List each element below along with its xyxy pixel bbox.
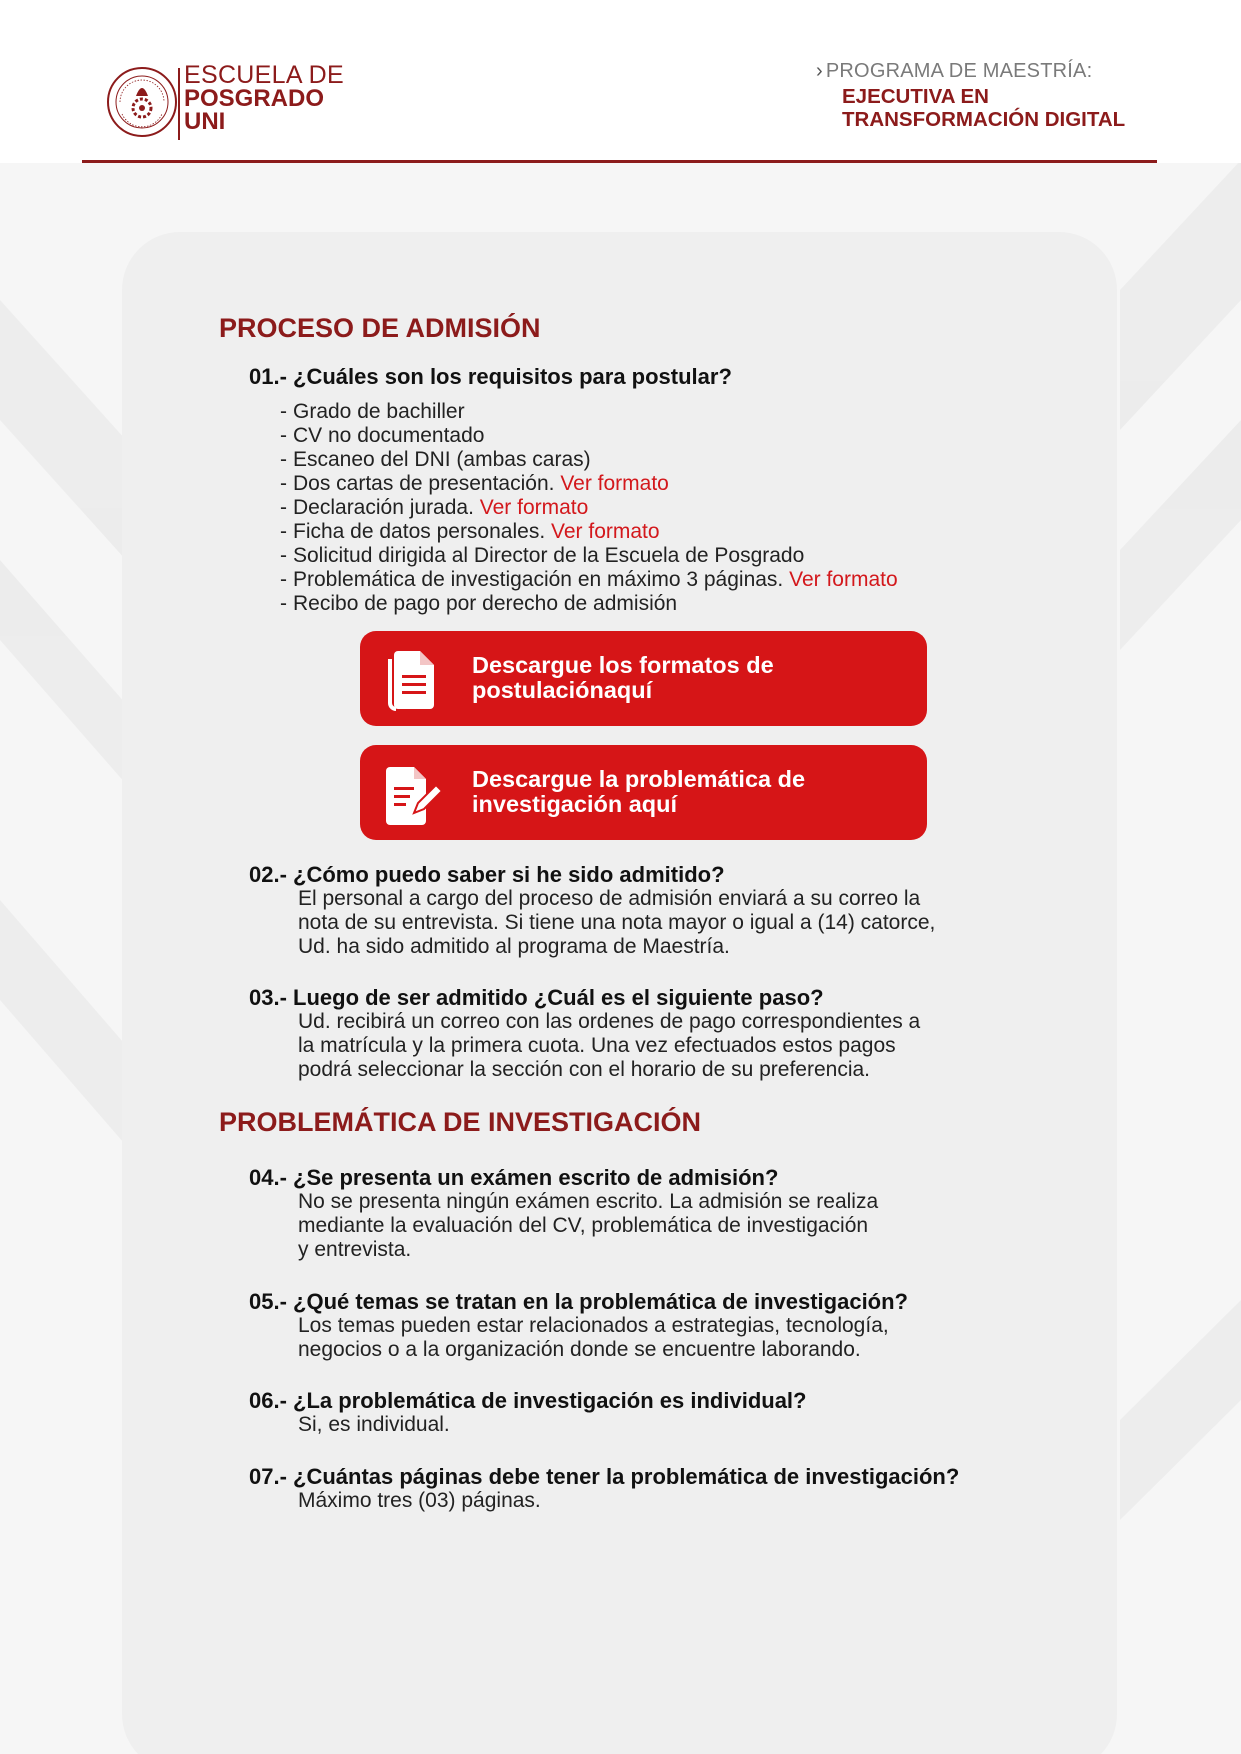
download-problem-line-1: Descargue la problemática de <box>472 766 806 792</box>
answer-07-line: Máximo tres (03) páginas. <box>298 1489 541 1512</box>
list-dash: - <box>280 544 287 567</box>
question-01: 01.- ¿Cuáles son los requisitos para postular? <box>249 364 732 389</box>
answer-05-line: negocios o a la organización donde se encuentre laborando. <box>298 1338 861 1361</box>
answer-06 <box>298 1413 450 1437</box>
list-dash: - <box>280 472 287 495</box>
list-dash: - <box>280 448 287 471</box>
requirement-text: CV no documentado <box>293 424 485 447</box>
list-dash: - <box>280 400 287 423</box>
answer-02-line: El personal a cargo del proceso de admisión enviará a su correo la <box>298 887 921 910</box>
download-formats-button[interactable] <box>360 631 927 726</box>
requirement-item <box>280 424 898 448</box>
requirement-item <box>280 544 898 568</box>
program-prefix <box>816 60 1146 83</box>
answer-05-line: Los temas pueden estar relacionados a estrategias, tecnología, <box>298 1314 889 1337</box>
list-dash: - <box>280 424 287 447</box>
answer-06-line: Si, es individual. <box>298 1413 450 1436</box>
answer-02-line: Ud. ha sido admitido al programa de Maestría. <box>298 935 730 958</box>
section-title-admission: PROCESO DE ADMISIÓN <box>219 313 541 343</box>
question-02: 02.- ¿Cómo puedo saber si he sido admitido? <box>249 862 725 887</box>
download-problem-label <box>472 767 912 817</box>
program-title <box>842 85 1146 131</box>
chevron-right-icon: › <box>816 60 823 82</box>
answer-05 <box>298 1314 889 1362</box>
view-format-link[interactable]: Ver formato <box>479 496 589 519</box>
university-seal-icon <box>106 62 178 142</box>
answer-03 <box>298 1010 920 1082</box>
requirement-item <box>280 448 898 472</box>
view-format-link[interactable]: Ver formato <box>551 520 660 543</box>
download-formats-line-1: Descargue los formatos de <box>472 652 774 678</box>
list-dash: - <box>280 568 287 591</box>
requirements-list <box>280 400 898 616</box>
header-rule <box>82 160 1157 163</box>
document-edit-icon <box>384 759 444 827</box>
requirement-item <box>280 496 898 520</box>
answer-04 <box>298 1190 878 1262</box>
document-icon <box>384 645 444 713</box>
answer-04-line: mediante la evaluación del CV, problemática de investigación <box>298 1214 869 1237</box>
requirement-text: Declaración jurada. <box>293 496 480 519</box>
requirement-text: Dos cartas de presentación. <box>293 472 561 495</box>
answer-03-line: podrá seleccionar la sección con el horario de su preferencia. <box>298 1058 870 1081</box>
requirement-text: Grado de bachiller <box>293 400 465 423</box>
view-format-link[interactable]: Ver formato <box>789 568 898 591</box>
requirement-text: Escaneo del DNI (ambas caras) <box>293 448 591 471</box>
answer-07 <box>298 1489 541 1513</box>
requirement-item <box>280 472 898 496</box>
logo-line-3: UNI <box>184 108 226 135</box>
program-title-line-1: EJECUTIVA EN <box>842 85 989 108</box>
section-title-research: PROBLEMÁTICA DE INVESTIGACIÓN <box>219 1107 702 1137</box>
question-06: 06.- ¿La problemática de investigación es individual? <box>249 1388 807 1413</box>
list-dash: - <box>280 496 287 519</box>
answer-03-line: la matrícula y la primera cuota. Una vez efectuados estos pagos <box>298 1034 896 1057</box>
download-problem-button[interactable] <box>360 745 927 840</box>
program-title-line-2: TRANSFORMACIÓN DIGITAL <box>842 108 1126 131</box>
download-problem-line-2: investigación aquí <box>472 791 678 817</box>
requirement-text: Problemática de investigación en máximo 3 páginas. <box>293 568 790 591</box>
logo-line-2: POSGRADO <box>184 85 325 112</box>
requirement-text: Ficha de datos personales. <box>293 520 551 543</box>
program-prefix-text: PROGRAMA DE MAESTRÍA: <box>825 60 1093 82</box>
requirement-item <box>280 400 898 424</box>
requirement-item <box>280 592 898 616</box>
logo-divider <box>178 68 180 140</box>
answer-04-line: No se presenta ningún exámen escrito. La admisión se realiza <box>298 1190 879 1213</box>
requirement-item <box>280 520 898 544</box>
view-format-link[interactable]: Ver formato <box>560 472 669 495</box>
answer-02 <box>298 887 935 959</box>
program-heading <box>816 60 1146 131</box>
download-formats-line-2: postulaciónaquí <box>472 677 653 703</box>
list-dash: - <box>280 592 287 615</box>
requirement-item <box>280 568 898 592</box>
school-logo-text <box>184 61 345 135</box>
download-formats-label <box>472 653 912 703</box>
question-07: 07.- ¿Cuántas páginas debe tener la problemática de investigación? <box>249 1464 960 1489</box>
answer-04-line: y entrevista. <box>298 1238 412 1261</box>
question-04: 04.- ¿Se presenta un exámen escrito de admisión? <box>249 1165 779 1190</box>
question-05: 05.- ¿Qué temas se tratan en la problemática de investigación? <box>249 1289 908 1314</box>
list-dash: - <box>280 520 287 543</box>
question-03: 03.- Luego de ser admitido ¿Cuál es el siguiente paso? <box>249 985 824 1010</box>
logo-line-1: ESCUELA DE <box>184 61 345 89</box>
requirement-text: Solicitud dirigida al Director de la Escuela de Posgrado <box>293 544 805 567</box>
answer-03-line: Ud. recibirá un correo con las ordenes de pago correspondientes a <box>298 1010 921 1033</box>
requirement-text: Recibo de pago por derecho de admisión <box>293 592 678 615</box>
page-header <box>0 0 1241 163</box>
answer-02-line: nota de su entrevista. Si tiene una nota mayor o igual a (14) catorce, <box>298 911 936 934</box>
